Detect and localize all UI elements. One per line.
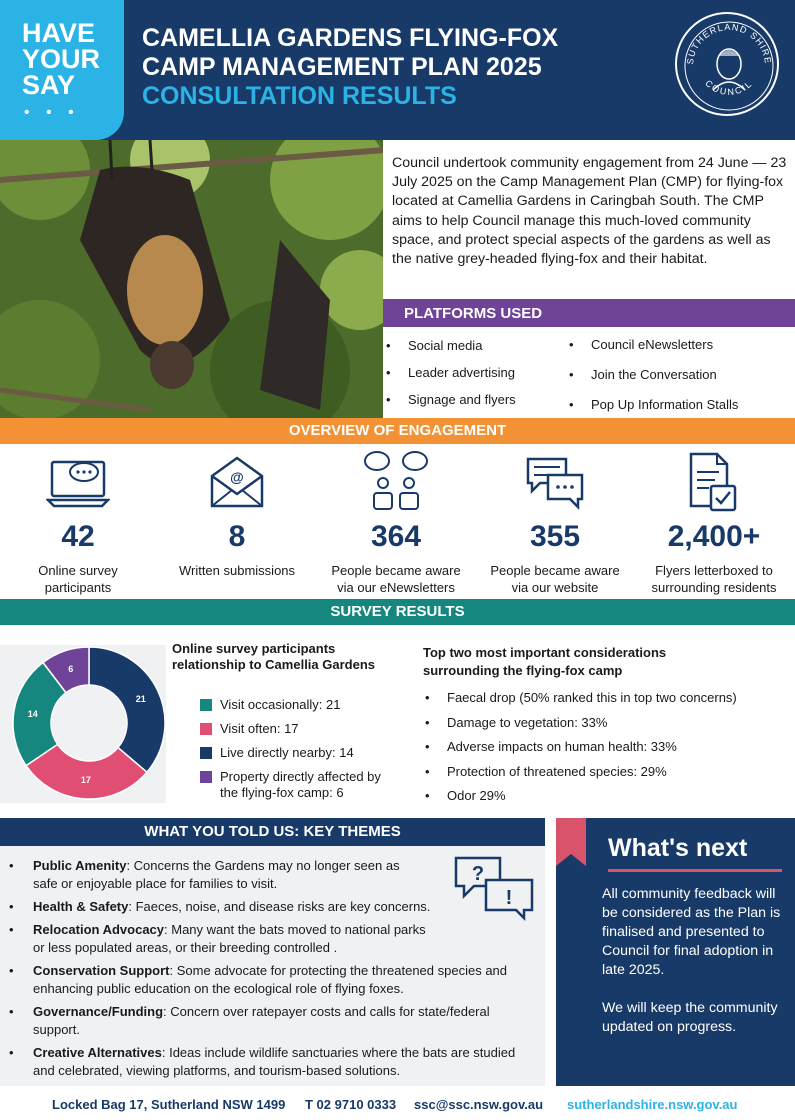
legend-item	[200, 697, 381, 713]
theme-text: and celebrated, viewing platforms, and tourism-based solutions.	[33, 1063, 401, 1078]
svg-text:SUTHERLAND SHIRE	[685, 22, 773, 65]
considerations-title-line: surrounding the flying-fox camp	[423, 663, 623, 678]
svg-text:!: !	[505, 887, 513, 909]
theme-heading: Governance/Funding	[33, 1004, 164, 1019]
page-header	[0, 0, 795, 140]
stat-label-line: surrounding residents	[651, 580, 777, 595]
platform-item: • Join the Conversation	[566, 360, 738, 390]
donut-slice-label: 6	[68, 663, 74, 674]
legend-item	[200, 721, 381, 737]
legend-item	[200, 769, 381, 801]
donut-slice-label: 17	[80, 774, 91, 785]
theme-text: : Concerns the Gardens may no longer seen as	[126, 858, 400, 873]
overview-heading-bar: OVERVIEW OF ENGAGEMENT	[0, 418, 795, 444]
theme-text: safe or enjoyable place for families to visit.	[33, 876, 278, 891]
bat-illustration	[0, 140, 383, 418]
platform-item: • Pop Up Information Stalls	[566, 390, 738, 420]
consideration-item: • Odor 29%	[425, 784, 737, 809]
relationship-donut-chart	[0, 645, 166, 803]
platform-item: • Signage and flyers	[383, 386, 516, 413]
flying-fox-photo	[0, 140, 383, 418]
theme-heading: Public Amenity	[33, 858, 127, 873]
theme-text: : Some advocate for protecting the threatened species and	[169, 963, 508, 978]
theme-heading: Conservation Support	[33, 963, 170, 978]
consideration-item: • Faecal drop (50% ranked this in top two concerns)	[425, 686, 737, 711]
title-line-2: CAMP MANAGEMENT PLAN 2025	[142, 53, 542, 81]
stat-website-awareness	[475, 448, 635, 596]
chart-legend	[200, 697, 381, 809]
consideration-item: • Damage to vegetation: 33%	[425, 711, 737, 736]
theme-heading: Creative Alternatives	[33, 1045, 162, 1060]
badge-line-3: SAY	[22, 70, 76, 100]
stat-label-line: Flyers letterboxed to	[655, 563, 773, 578]
stat-value: 2,400+	[667, 520, 761, 553]
footer-website-link[interactable]: sutherlandshire.nsw.gov.au	[567, 1097, 738, 1112]
legend-swatch	[200, 699, 212, 711]
seal-graphic	[677, 14, 781, 118]
consideration-item: • Adverse impacts on human health: 33%	[425, 735, 737, 760]
whats-next-paragraph: All community feedback will be considered as the Plan is finalised and presented to Council for final adoption in late 2025.	[602, 886, 781, 978]
theme-text: : Concern over ratepayer costs and calls for state/federal	[163, 1004, 490, 1019]
themes-list	[8, 857, 533, 1085]
theme-item	[8, 857, 533, 893]
chat-bubbles-icon	[475, 448, 635, 516]
theme-item	[8, 921, 533, 957]
stat-value: 355	[529, 520, 581, 553]
stat-flyers-letterboxed	[634, 448, 794, 596]
survey-heading-bar: SURVEY RESULTS	[0, 599, 795, 625]
theme-heading: Health & Safety	[33, 899, 129, 914]
donut-svg	[0, 645, 166, 803]
stat-label	[157, 562, 317, 579]
stat-value: 8	[228, 520, 246, 553]
seal-bottom-text: COUNCIL	[703, 78, 755, 98]
platforms-list-left	[383, 332, 516, 413]
platform-item: • Leader advertising	[383, 359, 516, 386]
stat-label	[316, 562, 476, 596]
theme-text: : Faeces, noise, and disease risks are key concerns.	[128, 899, 431, 914]
stat-label-line: participants	[44, 580, 112, 595]
legend-item	[200, 745, 381, 761]
theme-text: or less populated areas, or their breeding controlled .	[33, 940, 338, 955]
platform-item: • Social media	[383, 332, 516, 359]
legend-label: Live directly nearby: 14	[220, 745, 354, 760]
legend-swatch	[200, 771, 212, 783]
stat-label-line: Online survey	[38, 563, 118, 578]
envelope-icon	[157, 448, 317, 516]
bookmark-ribbon-icon	[556, 818, 588, 868]
page-title	[142, 24, 558, 82]
legend-label: Visit occasionally: 21	[220, 697, 341, 712]
stat-value: 364	[370, 520, 422, 553]
platforms-title: PLATFORMS USED	[404, 305, 543, 322]
donut-slice-label: 14	[27, 708, 38, 719]
theme-item	[8, 1044, 533, 1080]
stat-label-line: Written submissions	[178, 563, 296, 578]
stat-label-line: People became aware	[331, 563, 461, 578]
donut-slice-label: 21	[135, 694, 146, 705]
whats-next-title: What's next	[608, 834, 748, 862]
badge-line-1: HAVE	[22, 18, 96, 48]
relationship-chart-title	[172, 641, 375, 673]
considerations-title-line: Top two most important considerations	[423, 645, 667, 660]
theme-heading: Relocation Advocacy	[33, 922, 165, 937]
donut-slice	[89, 647, 165, 772]
stat-label	[634, 562, 794, 596]
legend-label	[220, 769, 381, 800]
stat-written-submissions	[157, 448, 317, 579]
stat-survey-participants	[0, 448, 158, 596]
theme-item	[8, 962, 533, 998]
seal-top-text: SUTHERLAND SHIRE	[684, 21, 774, 65]
have-your-say-badge	[0, 0, 124, 140]
page-footer	[0, 1086, 795, 1120]
platform-item: • Council eNewsletters	[566, 330, 738, 360]
have-your-say-text	[22, 20, 100, 98]
intro-paragraph: Council undertook community engagement from 24 June — 23 July 2025 on the Camp Management Plan (CMP) for flying-fox located at Camellia Gardens in Caringbah South. The CMP aims to help Council manage this much-loved community space, and protect special aspects of the gardens as well as the native grey-headed flying-fox and their habitat.	[392, 155, 787, 268]
consideration-item: • Protection of threatened species: 29%	[425, 760, 737, 785]
footer-address: Locked Bag 17, Sutherland NSW 1499	[52, 1097, 286, 1112]
stat-label	[0, 562, 158, 596]
stat-label-line: via our eNewsletters	[337, 580, 455, 595]
legend-label: Visit often: 17	[220, 721, 299, 736]
platforms-list-right	[566, 330, 738, 420]
title-line-1: CAMELLIA GARDENS FLYING-FOX	[142, 24, 559, 52]
stat-enewsletter-awareness	[316, 448, 476, 596]
whats-next-text	[602, 885, 785, 1056]
stat-label-line: via our website	[511, 580, 599, 595]
legend-label-line: Property directly affected by	[220, 769, 381, 784]
considerations-title	[423, 644, 666, 680]
whats-next-underline	[608, 869, 782, 872]
badge-dots: • • •	[24, 104, 80, 121]
chart-title-line: Online survey participants	[172, 641, 336, 656]
legend-label-line: the flying-fox camp: 6	[220, 785, 344, 800]
themes-heading-bar: WHAT YOU TOLD US: KEY THEMES	[0, 818, 545, 846]
footer-email[interactable]: ssc@ssc.nsw.gov.au	[414, 1097, 544, 1112]
considerations-list	[425, 686, 737, 809]
whats-next-paragraph: We will keep the community updated on progress.	[602, 1000, 778, 1035]
theme-text: : Many want the bats moved to national parks	[164, 922, 426, 937]
laptop-chat-icon	[0, 448, 158, 516]
svg-text:?: ?	[471, 863, 485, 885]
people-chat-icon	[316, 448, 476, 516]
council-seal-logo	[675, 12, 779, 116]
theme-text: enhancing public education on the ecological role of flying foxes.	[33, 981, 404, 996]
svg-text:@: @	[230, 469, 244, 485]
stat-value: 42	[61, 520, 95, 553]
theme-item	[8, 1003, 533, 1039]
svg-text:COUNCIL	[703, 78, 754, 97]
theme-text: : Ideas include wildlife sanctuaries where the bats are studied	[161, 1045, 516, 1060]
chart-title-line: relationship to Camellia Gardens	[172, 657, 375, 672]
badge-line-2: YOUR	[22, 44, 101, 74]
stat-label	[475, 562, 635, 596]
theme-item	[8, 898, 533, 916]
legend-swatch	[200, 723, 212, 735]
theme-text: support.	[33, 1022, 80, 1037]
document-check-icon	[634, 448, 794, 516]
stat-label-line: People became aware	[490, 563, 620, 578]
footer-phone: T 02 9710 0333	[305, 1097, 397, 1112]
legend-swatch	[200, 747, 212, 759]
platforms-heading-bar	[383, 299, 795, 327]
page-subtitle: CONSULTATION RESULTS	[142, 82, 457, 110]
